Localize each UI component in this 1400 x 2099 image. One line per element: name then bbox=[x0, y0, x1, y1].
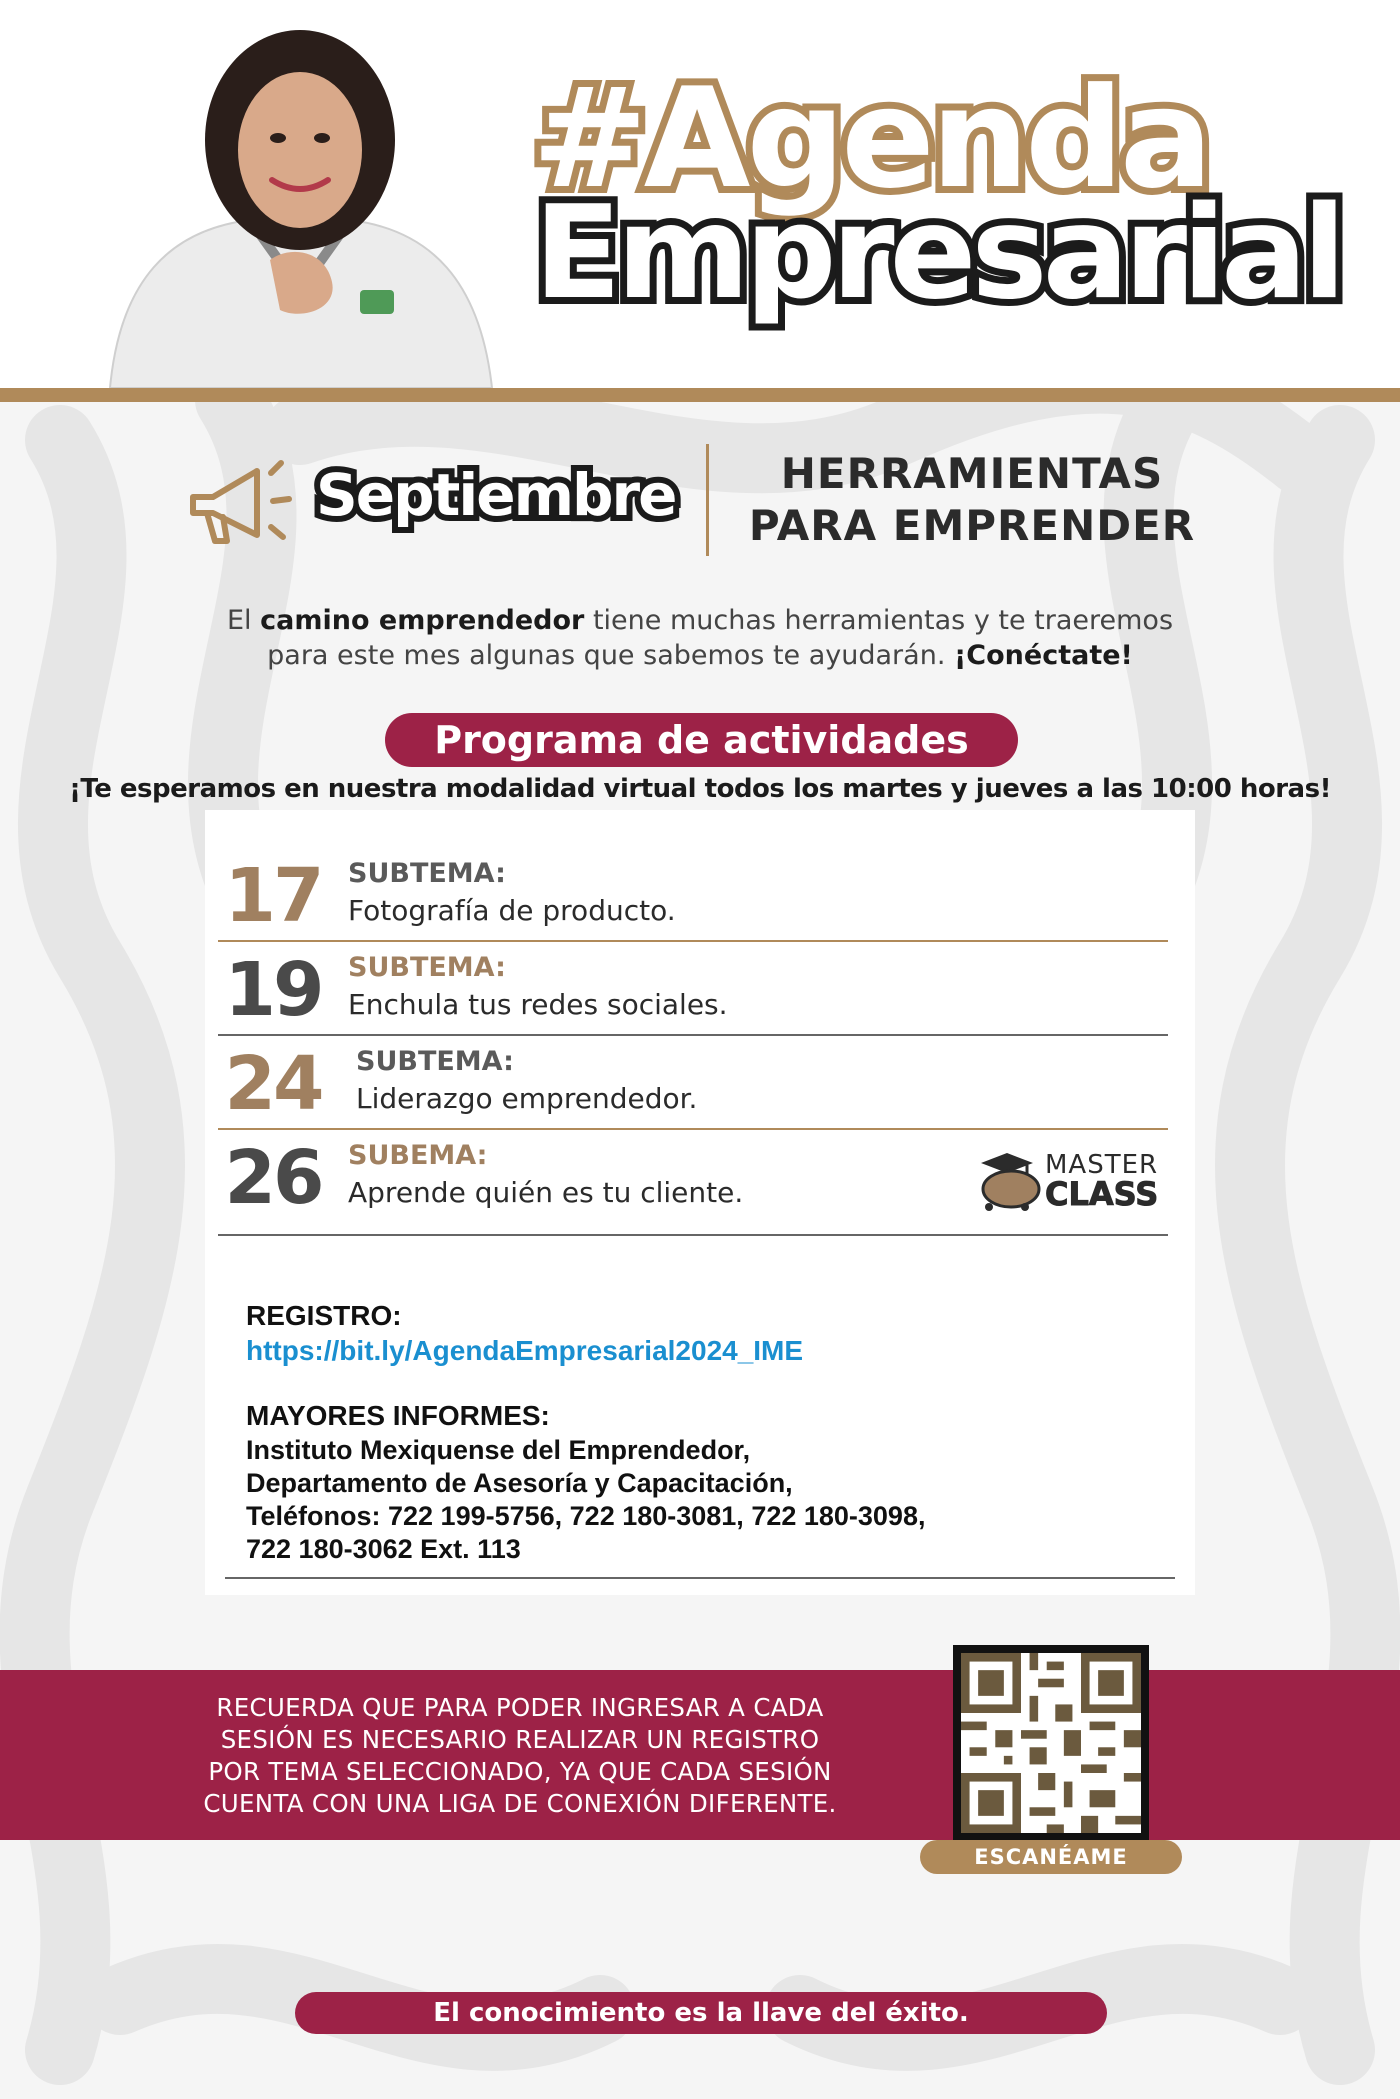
notice-line-2: SESIÓN ES NECESARIO REALIZAR UN REGISTRO bbox=[220, 1725, 820, 1754]
intro-bold-a: camino emprendedor bbox=[260, 605, 585, 636]
session-row bbox=[218, 1036, 1168, 1130]
header-divider bbox=[0, 388, 1400, 402]
informes-line-4: 722 180-3062 Ext. 113 bbox=[246, 1534, 521, 1564]
session-day: 19 bbox=[224, 947, 322, 1033]
session-day: 24 bbox=[224, 1041, 322, 1127]
informes-line-2: Departamento de Asesoría y Capacitación, bbox=[246, 1468, 793, 1498]
month-divider bbox=[706, 444, 709, 556]
notice-line-1: RECUERDA QUE PARA PODER INGRESAR A CADA bbox=[216, 1693, 824, 1722]
informes-rule bbox=[225, 1577, 1175, 1579]
session-topic: Aprende quién es tu cliente. bbox=[348, 1176, 744, 1209]
session-row bbox=[218, 848, 1168, 942]
session-day: 17 bbox=[224, 853, 322, 939]
session-topic: Liderazgo emprendedor. bbox=[356, 1082, 698, 1115]
session-label: SUBEMA: bbox=[348, 1140, 488, 1171]
megaphone-icon bbox=[185, 453, 300, 553]
session-row bbox=[218, 942, 1168, 1036]
programa-subtitle: ¡Te esperamos en nuestra modalidad virtual todos los martes y jueves a las 10:00 horas! bbox=[69, 774, 1331, 804]
portrait-image bbox=[100, 20, 500, 388]
informes-line-1: Instituto Mexiquense del Emprendedor, bbox=[246, 1435, 751, 1465]
intro-text-b: tiene muchas herramientas y te traeremos bbox=[584, 605, 1174, 636]
session-label: SUBTEMA: bbox=[348, 952, 506, 983]
theme-line-2: PARA EMPRENDER bbox=[748, 501, 1196, 550]
theme-line-1: HERRAMIENTAS bbox=[780, 449, 1164, 498]
session-label: SUBTEMA: bbox=[348, 858, 506, 889]
informes-body bbox=[246, 1434, 925, 1566]
session-day: 26 bbox=[224, 1135, 322, 1221]
theme-title bbox=[722, 448, 1222, 552]
intro-line-2 bbox=[150, 638, 1250, 673]
masterclass-line-2: CLASS bbox=[1045, 1175, 1159, 1213]
intro-text bbox=[150, 603, 1250, 673]
programa-title: Programa de actividades bbox=[385, 713, 1018, 767]
intro-bold-b: ¡Conéctate! bbox=[953, 640, 1133, 671]
informes-line-3: Teléfonos: 722 199-5756, 722 180-3081, 722 180-3098, bbox=[246, 1501, 926, 1531]
intro-text-c: para este mes algunas que sabemos te ayudarán. bbox=[267, 640, 954, 671]
session-label: SUBTEMA: bbox=[356, 1046, 514, 1077]
qr-code[interactable] bbox=[953, 1645, 1149, 1841]
graduation-cap-icon bbox=[975, 1147, 1047, 1213]
notice-text bbox=[200, 1692, 840, 1820]
registro-link[interactable]: https://bit.ly/AgendaEmpresarial2024_IME bbox=[246, 1335, 804, 1366]
session-rule bbox=[218, 1234, 1168, 1236]
month-label: Septiembre bbox=[316, 461, 676, 529]
intro-line-1 bbox=[150, 603, 1250, 638]
notice-line-3: POR TEMA SELECCIONADO, YA QUE CADA SESIÓN bbox=[208, 1757, 832, 1786]
informes-title: MAYORES INFORMES: bbox=[246, 1400, 550, 1431]
registro-title: REGISTRO: bbox=[246, 1300, 402, 1331]
intro-text-a: El bbox=[226, 605, 261, 636]
session-topic: Fotografía de producto. bbox=[348, 894, 676, 927]
title-agenda: #Agenda bbox=[532, 58, 1209, 219]
notice-line-4: CUENTA CON UNA LIGA DE CONEXIÓN DIFERENTE. bbox=[203, 1789, 837, 1818]
title-empresarial: Empresarial bbox=[534, 179, 1342, 328]
masterclass-line-1: MASTER bbox=[1045, 1150, 1159, 1180]
session-topic: Enchula tus redes sociales. bbox=[348, 988, 728, 1021]
scan-label: ESCANÉAME bbox=[920, 1840, 1182, 1874]
qr-code-icon bbox=[961, 1653, 1141, 1833]
footer-slogan: El conocimiento es la llave del éxito. bbox=[295, 1992, 1107, 2034]
masterclass-logo bbox=[975, 1147, 1175, 1217]
